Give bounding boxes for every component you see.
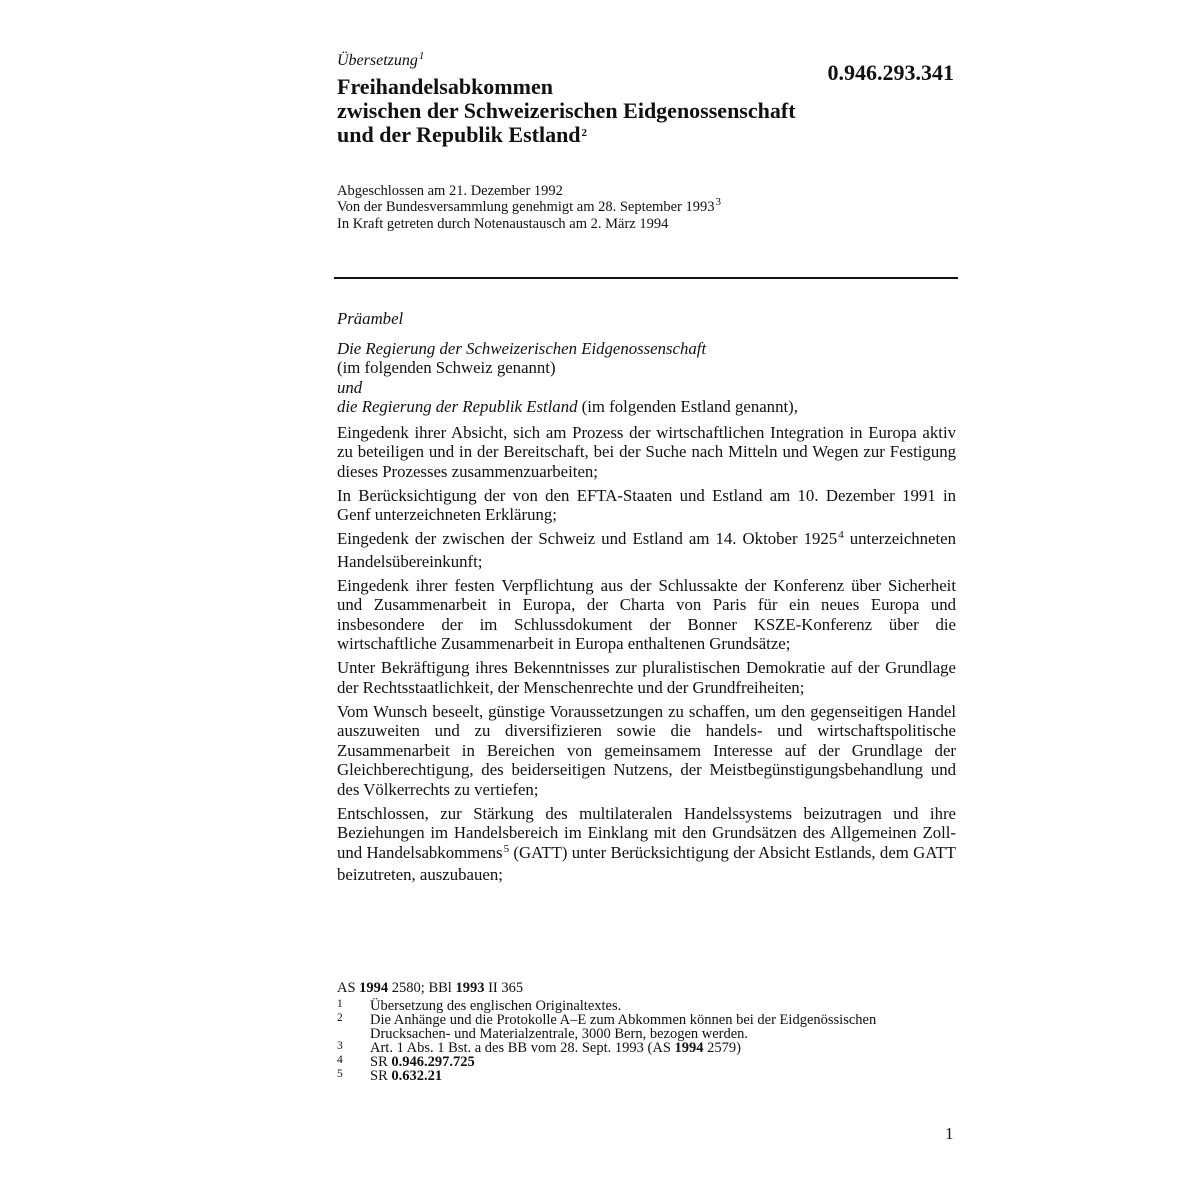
footnote-number: 3: [337, 1040, 343, 1052]
footnote-text: Übersetzung des englischen Originaltextes.: [370, 998, 622, 1014]
parties-and: und: [337, 377, 363, 397]
footnote-ref-1[interactable]: 1: [418, 50, 425, 62]
party-estonia: die Regierung der Republik Estland (im folgenden Estland genannt),: [337, 397, 798, 416]
footnotes-section: [337, 981, 957, 1083]
preamble-paragraph: Eingedenk ihrer festen Verpflichtung aus der Schlussakte der Konferenz über Sicherheit und Zusammenarbeit in Europa, der Charta von Paris für ein neues Europa und insbesondere der im Schlussdokument der Bonner KSZE-Konferenz über die wirtschaftliche Zusammenarbeit in Europa enthaltenen Grundsätze;: [337, 575, 956, 653]
official-compilation-reference: AS 1994 2580; BBl 1993 II 365: [337, 980, 524, 996]
preamble-paragraph: Eingedenk der zwischen der Schweiz und Estland am 14. Oktober 1925$^4$ unterzeichneten Handelsübereinkunft;: [337, 529, 956, 571]
preamble-paragraph: In Berücksichtigung der von den EFTA-Staaten und Estland am 10. Dezember 1991 in Genf unterzeichneten Erklärung;: [337, 485, 956, 524]
preamble-paragraph: Eingedenk ihrer Absicht, sich am Prozess der wirtschaftlichen Integration in Europa aktiv zu beteiligen und in der Bereitschaft, bei der Suche nach Mitteln und Wegen zur Festigung dieses Prozesses zusammenzuarbeiten;: [337, 422, 956, 481]
contracting-parties: [337, 339, 956, 417]
concluded-date: Abgeschlossen am 21. Dezember 1992: [337, 183, 563, 199]
document-title: [337, 75, 937, 151]
footnote-text: SR 0.946.297.725: [370, 1054, 475, 1070]
sr-link[interactable]: 0.632.21: [391, 1068, 443, 1084]
footnote-ref-5[interactable]: 5: [503, 842, 510, 855]
preamble-heading: Präambel: [337, 309, 404, 328]
title-line-2: zwischen der Schweizerischen Eidgenossenschaft: [337, 98, 796, 123]
sr-link[interactable]: 0.946.297.725: [391, 1054, 475, 1070]
enactment-dates: [337, 183, 721, 232]
footnote-ref-4[interactable]: 4: [838, 529, 844, 541]
header-divider: [334, 277, 958, 279]
title-line-1: Freihandelsabkommen: [337, 74, 553, 99]
preamble-body: [337, 309, 956, 889]
footnote-ref-2[interactable]: 2: [581, 127, 588, 139]
footnote-text: Art. 1 Abs. 1 Bst. a des BB vom 28. Sept. 1993 (AS 1994 2579): [370, 1040, 741, 1056]
footnote-number: 1: [337, 998, 343, 1010]
footnote-text: SR 0.632.21: [370, 1068, 443, 1084]
party-switzerland: Die Regierung der Schweizerischen Eidgenossenschaft: [337, 338, 707, 358]
party-switzerland-note: (im folgenden Schweiz genannt): [337, 358, 556, 377]
footnote-1: [337, 999, 957, 1013]
footnote-3: [337, 1041, 957, 1055]
in-force-date: In Kraft getreten durch Notenaustausch am 2. März 1994: [337, 216, 669, 232]
footnote-4: [337, 1055, 957, 1069]
sr-number: 0.946.293.341: [827, 60, 954, 85]
approved-date: Von der Bundesversammlung genehmigt am 28. September 1993$^3$: [337, 196, 721, 215]
footnote-number: 4: [337, 1054, 343, 1066]
preamble-paragraph: Entschlossen, zur Stärkung des multilateralen Handelssystems beizutragen und ihre Beziehungen im Handelsbereich im Einklang mit den Grundsätzen des Allgemeinen Zoll- und Handelsabkommens$^5$ (GATT) unter Berücksichtigung der Absicht Estlands, dem GATT beizutreten, auszubauen;: [337, 803, 957, 884]
translation-label: Übersetzung$^1$: [337, 50, 425, 69]
page-number: 1: [945, 1124, 954, 1143]
footnote-number: 5: [337, 1068, 343, 1080]
preamble-paragraph: Unter Bekräftigung ihres Bekenntnisses zur pluralistischen Demokratie auf der Grundlage der Rechtsstaatlichkeit, der Menschenrechte und der Grundfreiheiten;: [337, 658, 956, 697]
footnote-number: 2: [337, 1012, 343, 1024]
footnote-text: Die Anhänge und die Protokolle A–E zum Abkommen können bei der Eidgenössischen Drucksachen- und Materialzentrale, 3000 Bern, bezogen werden.: [370, 1012, 877, 1042]
preamble-paragraph: Vom Wunsch beseelt, günstige Voraussetzungen zu schaffen, um den gegenseitigen Handel auszuweiten und zu diversifizieren sowie die handels- und wirtschaftspolitische Zusammenarbeit in Bereichen von gemeinsamem Interesse auf der Grundlage der Gleichberechtigung, des beiderseitigen Nutzens, der Meistbegünstigungsbehandlung und des Völkerrechts zu vertiefen;: [337, 701, 956, 799]
footnote-5: [337, 1069, 957, 1083]
title-line-3: und der Republik Estland$^2$: [337, 122, 588, 147]
footnote-2: [337, 1013, 957, 1041]
footnote-ref-3[interactable]: 3: [715, 196, 721, 208]
